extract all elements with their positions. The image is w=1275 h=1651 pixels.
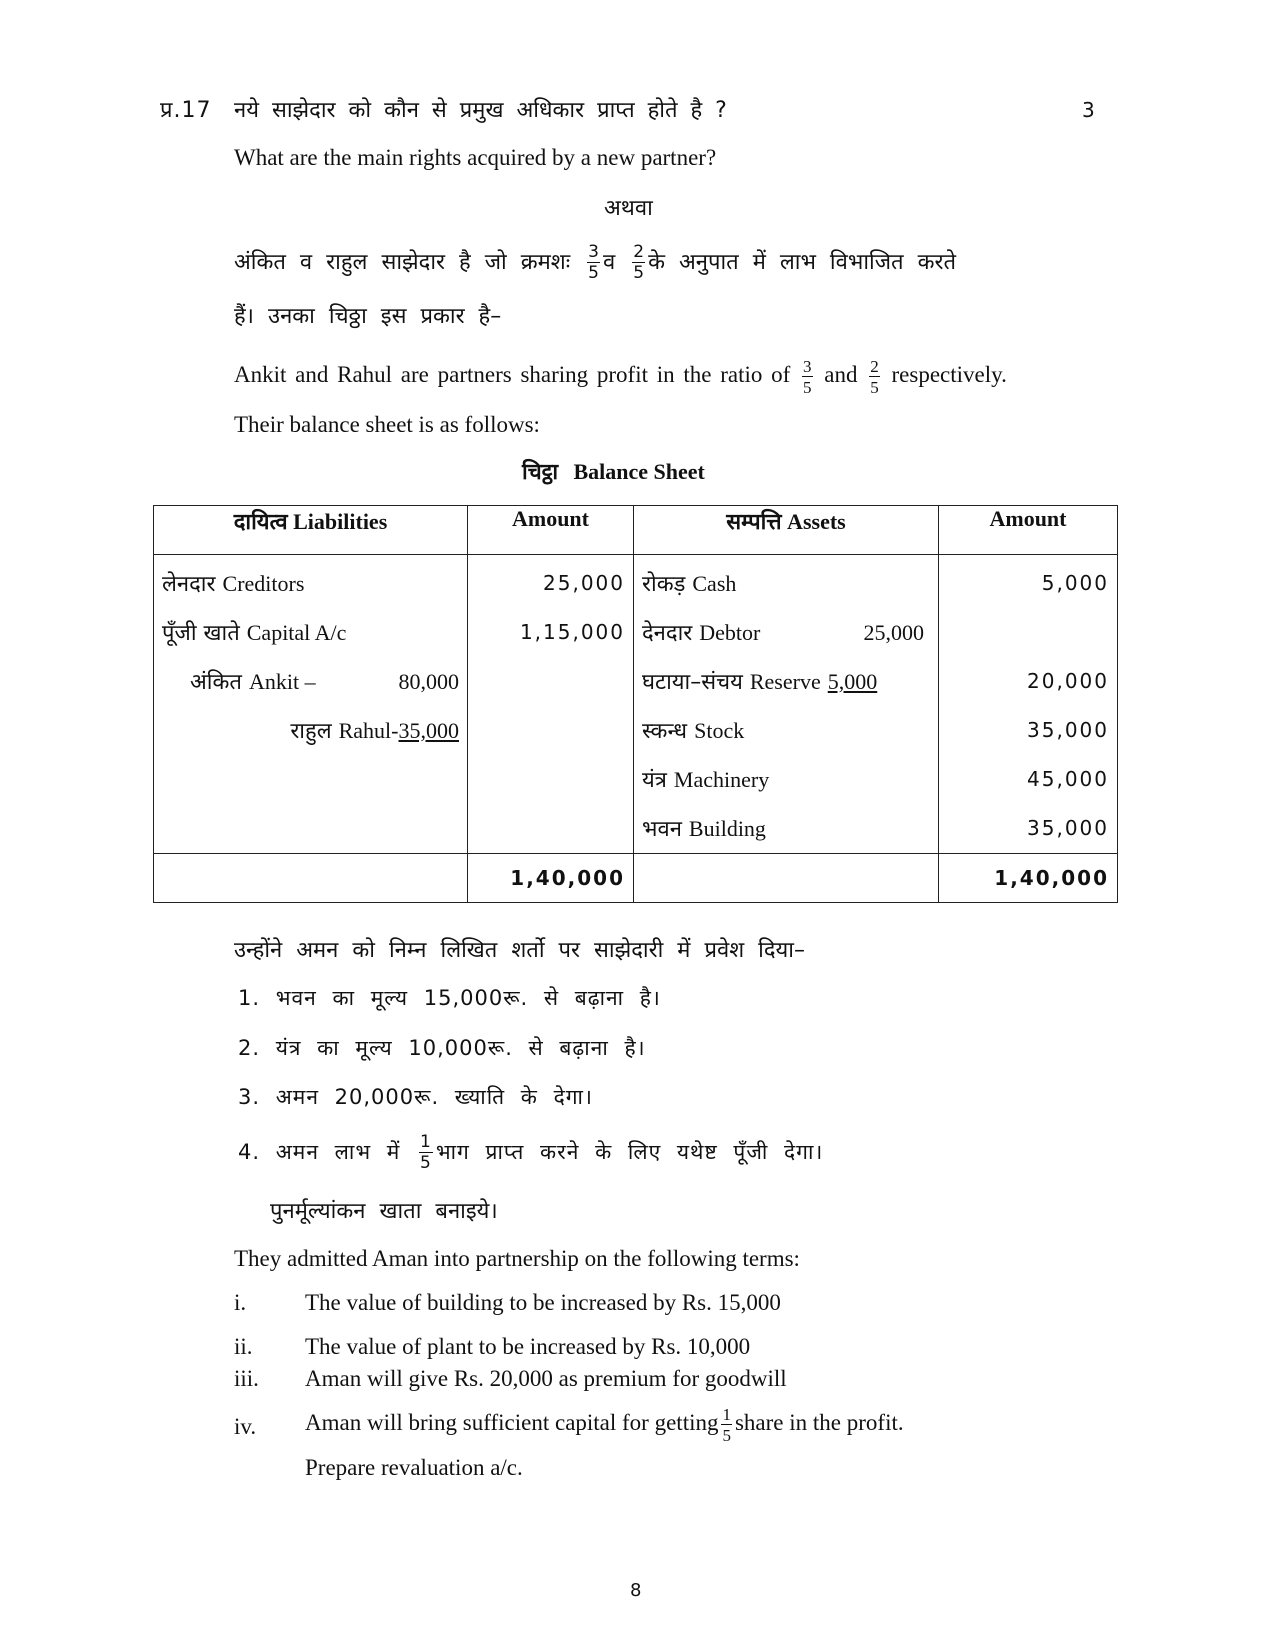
asset-sub-amount: 25,000 xyxy=(863,620,924,645)
terms-english-intro: They admitted Aman into partnership on the following terms: xyxy=(234,1246,800,1271)
liabilities-amount-column xyxy=(468,555,634,854)
asset-english: Stock xyxy=(694,718,745,743)
ratio1-numerator: 3 xyxy=(588,242,599,262)
terms-english-item-num: iv. xyxy=(234,1414,257,1439)
balance-sheet-title-english: Balance Sheet xyxy=(573,459,705,484)
terms-english-item-text: The value of plant to be increased by Rs. 10,000 xyxy=(305,1334,751,1359)
liability-english: Rahul- xyxy=(338,718,399,743)
terms-english-item-4-part2: share in the profit. xyxy=(734,1410,904,1435)
ratio2-en-numerator: 2 xyxy=(870,356,879,376)
liability-row xyxy=(162,706,459,755)
alt-english-line1 xyxy=(234,350,1007,400)
asset-row xyxy=(642,559,930,608)
asset-english: Cash xyxy=(692,571,737,596)
asset-english: Debtor xyxy=(699,620,761,645)
alt-hindi-line2: हैं। उनका चिठ्ठा इस प्रकार है– xyxy=(234,304,502,329)
ratio1-denominator: 5 xyxy=(588,263,599,283)
liability-row xyxy=(162,608,459,657)
balance-sheet-title-hindi: चिट्ठा xyxy=(522,460,559,485)
liabilities-column xyxy=(154,555,468,854)
asset-amount: 35,000 xyxy=(1027,816,1109,840)
page-number: 8 xyxy=(630,1580,642,1601)
header-assets: सम्पत्ति Assets xyxy=(634,506,939,555)
header-amount-liabilities: Amount xyxy=(468,506,634,555)
ratio-fraction-en-2 xyxy=(869,358,880,396)
terms-hindi-item-2: 2. यंत्र का मूल्य 10,000रू. से बढ़ाना है। xyxy=(238,1036,646,1060)
share-english-denominator: 5 xyxy=(722,1425,731,1445)
or-separator: अथवा xyxy=(604,196,653,221)
liability-sub-amount: 35,000 xyxy=(398,718,459,743)
assets-amount-column xyxy=(939,555,1118,854)
question-text-hindi: नये साझेदार को कौन से प्रमुख अधिकार प्राप्त होते है ? xyxy=(234,98,727,123)
balance-sheet-table xyxy=(153,505,1118,903)
alt-english-line2: Their balance sheet is as follows: xyxy=(234,412,540,437)
total-assets-label-cell xyxy=(634,854,939,903)
total-liabilities: 1,40,000 xyxy=(468,854,634,903)
terms-english-item-num: ii. xyxy=(234,1334,253,1359)
terms-english-item-4 xyxy=(305,1398,904,1448)
ratio-fraction-en-1 xyxy=(802,358,813,396)
alt-hindi-line1 xyxy=(234,238,956,288)
asset-row xyxy=(642,608,930,657)
alt-hindi-va: व xyxy=(603,250,616,275)
share-hindi-numerator: 1 xyxy=(420,1132,432,1152)
asset-english: Building xyxy=(688,816,766,841)
total-assets: 1,40,000 xyxy=(939,854,1118,903)
alt-hindi-line1-part1: अंकित व राहुल साझेदार है जो क्रमशः xyxy=(234,250,571,275)
total-liabilities-label-cell xyxy=(154,854,468,903)
liability-hindi: पूँजी खाते xyxy=(162,621,240,646)
liability-amount: 25,000 xyxy=(543,571,625,595)
asset-row xyxy=(642,706,930,755)
liability-english: Ankit – xyxy=(248,669,316,694)
asset-hindi: देनदार xyxy=(642,621,693,646)
balance-sheet-title xyxy=(522,456,705,486)
terms-hindi-intro: उन्होंने अमन को निम्न लिखित शर्तो पर साझेदारी में प्रवेश दिया– xyxy=(234,938,805,963)
share-english-numerator: 1 xyxy=(722,1404,731,1424)
terms-hindi-item-3: 3. अमन 20,000रू. ख्याति के देगा। xyxy=(238,1085,593,1109)
terms-hindi-item-4-part1: 4. अमन लाभ में xyxy=(238,1140,401,1164)
liability-english: Capital A/c xyxy=(246,620,347,645)
terms-hindi-item-4 xyxy=(238,1127,823,1177)
asset-amount: 35,000 xyxy=(1027,718,1109,742)
asset-amount: 45,000 xyxy=(1027,767,1109,791)
asset-hindi: भवन xyxy=(642,817,682,842)
terms-english-item-text: The value of building to be increased by Rs. 15,000 xyxy=(305,1290,781,1315)
liability-row xyxy=(162,657,459,706)
asset-amount: 5,000 xyxy=(1041,571,1109,595)
asset-hindi: यंत्र xyxy=(642,768,667,793)
asset-row xyxy=(642,657,930,706)
terms-english-item-text: Aman will give Rs. 20,000 as premium for goodwill xyxy=(305,1366,787,1391)
asset-hindi: घटाया–संचय xyxy=(642,670,743,695)
question-number: प्र.17 xyxy=(160,98,212,123)
liability-sub-amount: 80,000 xyxy=(398,669,459,694)
asset-amount: 20,000 xyxy=(1027,669,1109,693)
alt-hindi-line1-part2: के अनुपात में लाभ विभाजित करते xyxy=(648,250,957,275)
question-text-english: What are the main rights acquired by a new partner? xyxy=(234,145,717,170)
share-hindi-denominator: 5 xyxy=(420,1153,432,1173)
share-fraction-hindi xyxy=(419,1134,433,1172)
liability-hindi: अंकित xyxy=(190,670,242,695)
ratio-fraction-2 xyxy=(632,244,645,282)
terms-english-item-num: iii. xyxy=(234,1366,259,1391)
asset-row xyxy=(642,804,930,853)
asset-row xyxy=(642,755,930,804)
liability-english: Creditors xyxy=(222,571,305,596)
terms-hindi-prepare: पुनर्मूल्यांकन खाता बनाइये। xyxy=(270,1199,498,1224)
asset-hindi: रोकड़ xyxy=(642,572,686,597)
asset-english: Reserve xyxy=(749,669,821,694)
alt-english-line1-part2: respectively. xyxy=(891,362,1007,387)
share-fraction-english xyxy=(721,1406,732,1444)
assets-column xyxy=(634,555,939,854)
ratio2-en-denominator: 5 xyxy=(870,377,879,397)
ratio-fraction-1 xyxy=(587,244,600,282)
liability-amount: 1,15,000 xyxy=(519,620,625,644)
ratio1-en-numerator: 3 xyxy=(803,356,812,376)
liability-hindi: राहुल xyxy=(290,719,332,744)
alt-english-line1-part1: Ankit and Rahul are partners sharing profit in the ratio of xyxy=(234,362,791,387)
header-amount-assets: Amount xyxy=(939,506,1118,555)
question-marks: 3 xyxy=(1082,98,1095,122)
terms-english-item-num: i. xyxy=(234,1290,247,1315)
terms-english-item-4-part1: Aman will bring sufficient capital for getting xyxy=(305,1410,719,1435)
terms-hindi-item-4-part2: भाग प्राप्त करने के लिए यथेष्ट पूँजी देगा। xyxy=(435,1140,824,1164)
asset-english: Machinery xyxy=(673,767,770,792)
terms-hindi-item-1: 1. भवन का मूल्य 15,000रू. से बढ़ाना है। xyxy=(238,986,661,1010)
liability-row xyxy=(162,559,459,608)
alt-english-and: and xyxy=(824,362,858,387)
asset-hindi: स्कन्ध xyxy=(642,719,688,744)
ratio2-denominator: 5 xyxy=(633,263,645,283)
ratio2-numerator: 2 xyxy=(633,242,645,262)
asset-amount xyxy=(947,608,1109,657)
liability-hindi: लेनदार xyxy=(162,572,216,597)
terms-english-prepare: Prepare revaluation a/c. xyxy=(305,1455,523,1480)
ratio1-en-denominator: 5 xyxy=(803,377,812,397)
asset-sub-amount: 5,000 xyxy=(827,669,878,694)
header-liabilities: दायित्व Liabilities xyxy=(154,506,468,555)
